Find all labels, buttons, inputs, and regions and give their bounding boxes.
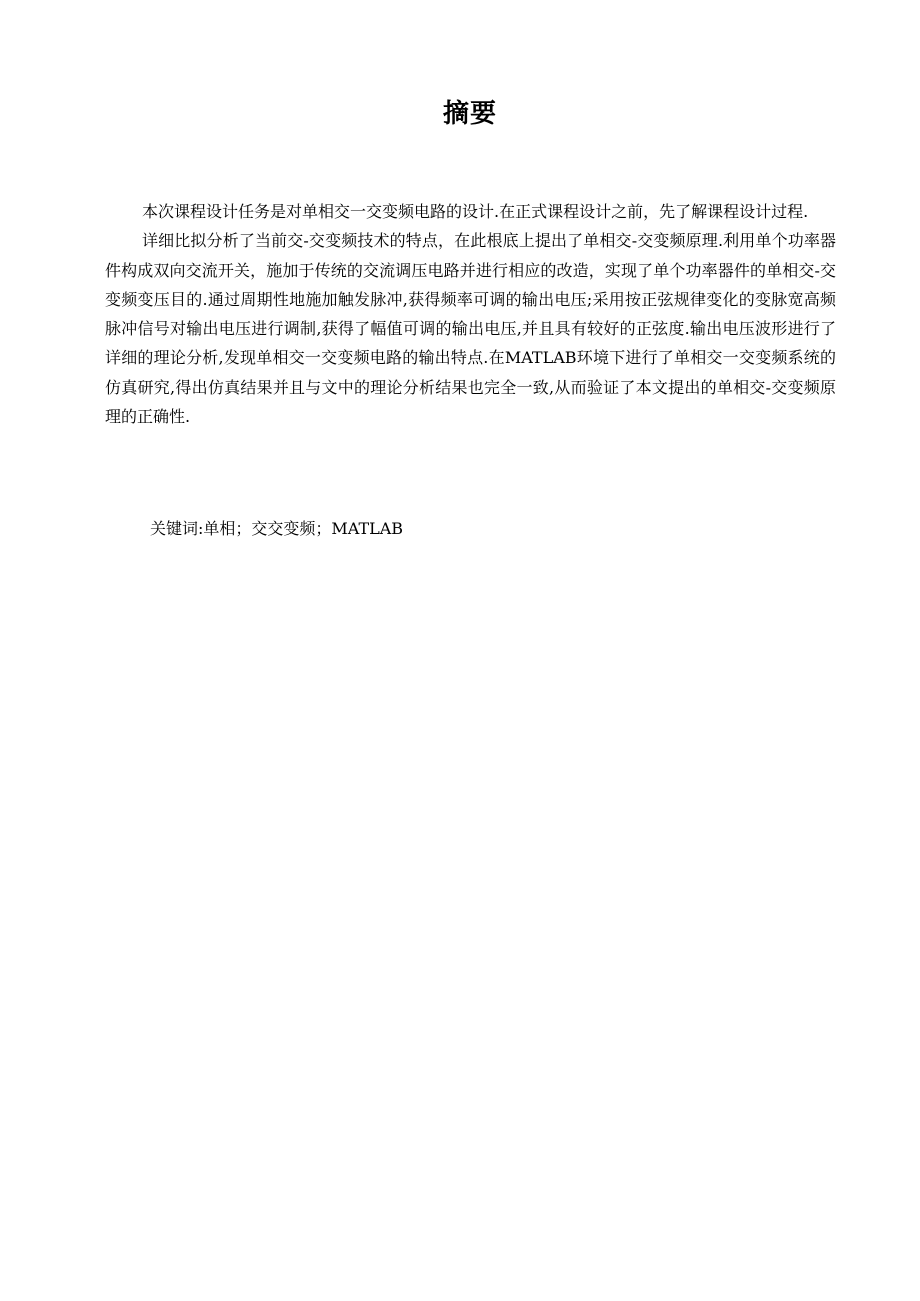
abstract-body (105, 197, 836, 431)
keywords-line: 关键词:单相；交交变频；MATLAB (150, 519, 404, 538)
abstract-title: 摘要 (442, 99, 497, 129)
abstract-paragraph-intro: 本次课程设计任务是对单相交一交变频电路的设计.在正式课程设计之前，先了解课程设计过程. (142, 202, 809, 221)
abstract-paragraph-main: 详细比拟分析了当前交-交变频技术的特点，在此根底上提出了单相交-交变频原理.利用单个功率器件构成双向交流开关，施加于传统的交流调压电路并进行相应的改造，实现了单个功率器件的单相交-交变频变压目的.通过周期性地施加触发脉冲,获得频率可调的输出电压;采用按正弦规律变化的变脉宽高频脉冲信号对输出电压进行调制,获得了幅值可调的输出电压,并且具有较好的正弦度.输出电压波形进行了详细的理论分析,发现单相交一交变频电路的输出特点.在MATLAB环境下进行了单相交一交变频系统的仿真研究,得出仿真结果并且与文中的理论分析结果也完全一致,从而验证了本文提出的单相交-交变频原理的正确性. (105, 231, 836, 427)
